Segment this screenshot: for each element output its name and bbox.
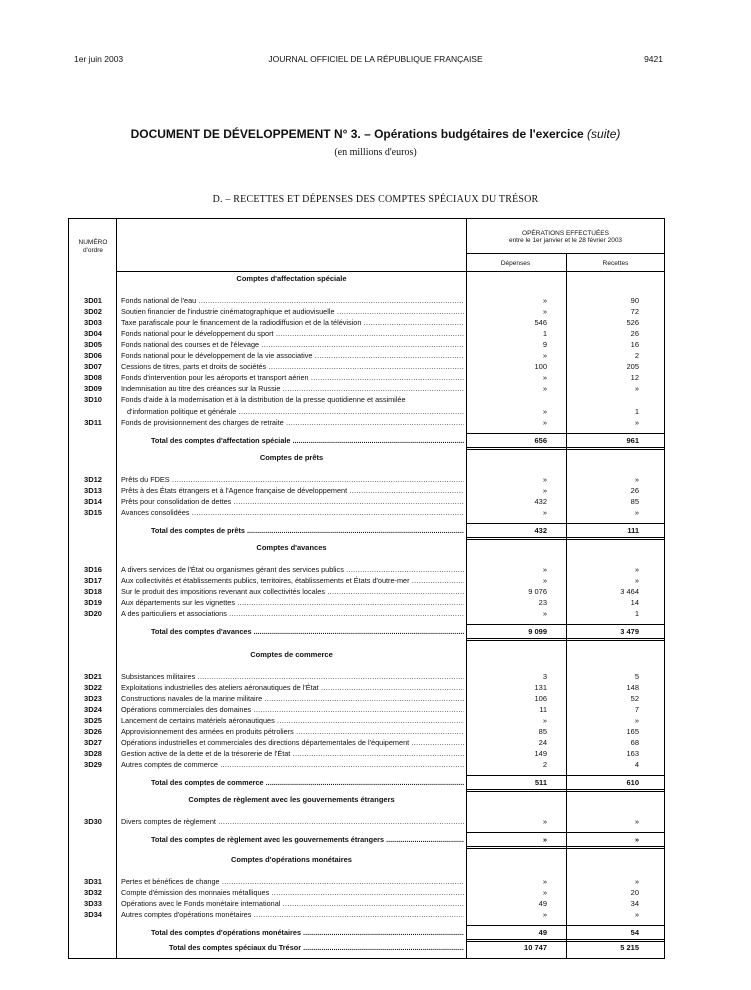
total-recettes: 610	[626, 778, 639, 788]
leader-dots	[335, 307, 464, 316]
account-code: 3D34	[84, 910, 102, 920]
section-title: Comptes de commerce	[250, 650, 333, 659]
header-journal-title: JOURNAL OFFICIEL DE LA RÉPUBLIQUE FRANÇAISE	[268, 54, 483, 64]
leader-dots	[347, 486, 464, 495]
account-label-text: A des particuliers et associations	[121, 609, 227, 619]
grand-total-label	[169, 943, 464, 953]
account-label-text: Opérations industrielles et commerciales des directions départementales de l'équipement	[121, 738, 410, 748]
account-label-text: Subsistances militaires	[121, 672, 196, 681]
leader-dots	[294, 727, 464, 736]
account-label-text: Aux départements sur les vignettes	[121, 598, 235, 608]
account-code: 3D17	[84, 576, 102, 586]
leader-dots	[262, 694, 464, 703]
total-label-text: Total des comptes d'avances	[151, 627, 252, 637]
account-code: 3D03	[84, 318, 102, 328]
account-label	[121, 683, 464, 693]
leader-dots	[361, 318, 464, 327]
account-code: 3D24	[84, 705, 102, 715]
total-depenses: 511	[534, 778, 547, 788]
total-recettes: 111	[627, 526, 639, 536]
depenses-value: 149	[534, 749, 547, 759]
account-label	[121, 565, 464, 575]
account-label-text: Sur le produit des impositions revenant aux collectivités locales	[121, 587, 326, 597]
leader-dots	[275, 716, 464, 725]
account-label	[121, 373, 464, 383]
depenses-value: 1	[542, 329, 547, 339]
section-title: Comptes d'avances	[256, 543, 327, 552]
recettes-value: 85	[630, 497, 639, 507]
depenses-value: »	[542, 716, 547, 726]
account-label-text: Divers comptes de règlement	[121, 817, 216, 826]
account-code: 3D11	[84, 417, 102, 427]
recettes-value: 12	[630, 373, 639, 383]
account-label	[121, 738, 464, 748]
account-label-text: Lancement de certains matériels aéronautiques	[121, 716, 275, 726]
account-label	[121, 318, 464, 328]
account-label	[121, 877, 464, 887]
account-label-text: Fonds d'aide à la modernisation et à la distribution de la presse quotidienne et assimilée	[121, 395, 406, 405]
account-label-text: Opérations commerciales des domaines	[121, 705, 252, 715]
recettes-value: 34	[630, 899, 639, 909]
account-label	[121, 351, 464, 361]
depenses-value: 106	[534, 694, 547, 704]
document-title-suffix: (suite)	[587, 127, 621, 141]
recettes-value: 4	[634, 760, 639, 770]
leader-dots	[284, 418, 464, 427]
account-code: 3D22	[84, 683, 102, 693]
recettes-value: 163	[626, 749, 639, 759]
account-label	[121, 497, 464, 507]
leader-dots	[227, 609, 464, 618]
account-label	[121, 384, 464, 394]
depenses-value: »	[542, 877, 547, 886]
account-label-text: Gestion active de la dette et de la trésorerie de l'État	[121, 749, 291, 759]
account-code: 3D14	[84, 497, 102, 507]
header-depenses: Dépenses	[500, 260, 531, 267]
recettes-value: 5	[634, 672, 639, 681]
depenses-value: »	[542, 508, 547, 518]
depenses-value: 100	[534, 362, 547, 372]
account-code: 3D15	[84, 508, 102, 518]
depenses-value: 9 076	[528, 587, 547, 597]
account-code: 3D19	[84, 598, 102, 608]
depenses-value: »	[542, 486, 547, 496]
account-code: 3D27	[84, 738, 102, 748]
depenses-value: »	[542, 417, 547, 427]
leader-dots	[274, 329, 464, 338]
account-label-text: Exploitations industrielles des ateliers aéronautiques de l'État	[121, 683, 319, 693]
depenses-value: »	[542, 888, 547, 898]
recettes-value: 68	[630, 738, 639, 748]
leader-dots	[264, 778, 464, 787]
leader-dots	[290, 749, 464, 758]
account-label-text: Cessions de titres, parts et droits de sociétés	[121, 362, 267, 372]
total-label-text: Total des comptes de règlement avec les gouvernements étrangers	[151, 835, 385, 845]
recettes-value: 1	[634, 609, 639, 619]
total-label	[151, 436, 464, 446]
account-label	[121, 760, 464, 770]
leader-dots	[259, 340, 464, 349]
depenses-value: »	[542, 384, 547, 394]
account-code: 3D21	[84, 672, 102, 681]
header-page-number: 9421	[644, 54, 663, 64]
leader-dots	[252, 627, 464, 636]
total-label	[151, 928, 464, 938]
recettes-value: »	[634, 576, 639, 586]
account-label	[121, 475, 464, 485]
account-code: 3D16	[84, 565, 102, 574]
account-label-text: Opérations avec le Fonds monétaire international	[121, 899, 281, 909]
header-numero: NUMÉRO	[78, 239, 108, 246]
account-label	[121, 362, 464, 372]
recettes-value: 26	[630, 329, 639, 339]
total-recettes: 54	[630, 928, 639, 938]
depenses-value: 85	[538, 727, 547, 737]
total-recettes: 961	[626, 435, 639, 445]
depenses-value: »	[542, 817, 547, 826]
account-label-cont	[127, 407, 464, 417]
leader-dots	[344, 565, 464, 574]
recettes-value: 72	[630, 307, 639, 317]
document-title	[0, 127, 751, 141]
depenses-value: »	[542, 351, 547, 361]
leader-dots	[251, 910, 464, 919]
account-label-text: Pertes et bénéfices de change	[121, 877, 220, 886]
total-label-text: Total des comptes d'affectation spéciale	[151, 435, 291, 445]
account-label-text: Fonds national pour le développement du sport	[121, 329, 274, 339]
leader-dots	[312, 351, 464, 360]
recettes-value: 16	[630, 340, 639, 350]
account-label-text: Approvisionnement des armées en produits pétroliers	[121, 727, 294, 737]
total-label	[151, 778, 464, 788]
account-label-text: d'information politique et générale	[127, 406, 237, 416]
recettes-value: 526	[626, 318, 639, 328]
account-label-text: Fonds national pour le développement de la vie associative	[121, 351, 313, 361]
header-rule	[116, 271, 665, 272]
recettes-value: 165	[626, 727, 639, 737]
account-label-text: Indemnisation au titre des créances sur la Russie	[121, 384, 281, 394]
account-label	[121, 899, 464, 909]
account-code: 3D18	[84, 587, 102, 597]
account-label	[121, 817, 464, 827]
account-label	[121, 749, 464, 759]
section-heading: D. – RECETTES ET DÉPENSES DES COMPTES SPÉCIAUX DU TRÉSOR	[212, 194, 539, 205]
account-label-text: Prêts pour consolidation de dettes	[121, 497, 232, 507]
account-code: 3D13	[84, 486, 102, 496]
section-title: Comptes d'affectation spéciale	[236, 274, 347, 283]
header-rule	[466, 253, 665, 254]
leader-dots	[220, 877, 464, 886]
account-label-text: Constructions navales de la marine militaire	[121, 694, 263, 704]
account-label	[121, 340, 464, 350]
leader-dots	[235, 598, 464, 607]
total-label-text: Total des comptes de commerce	[151, 778, 264, 788]
account-code: 3D26	[84, 727, 102, 737]
account-code: 3D08	[84, 373, 102, 383]
recettes-value: 205	[626, 362, 639, 372]
recettes-value: »	[634, 475, 639, 484]
leader-dots	[301, 928, 464, 937]
account-code: 3D04	[84, 329, 102, 339]
leader-dots	[409, 738, 464, 747]
recettes-value: 90	[630, 296, 639, 305]
account-label-text: Fonds national des courses et de l'élevage	[121, 340, 260, 350]
account-label	[121, 418, 464, 428]
header-date: 1er juin 2003	[74, 54, 124, 64]
account-label-text: Fonds national de l'eau	[121, 296, 197, 305]
depenses-value: »	[542, 910, 547, 920]
account-code: 3D28	[84, 749, 102, 759]
depenses-value: 432	[534, 497, 547, 507]
total-label	[151, 835, 464, 845]
recettes-value: »	[634, 508, 639, 518]
header-period: entre le 1er janvier et le 28 février 2003	[508, 237, 623, 244]
recettes-value: »	[634, 384, 639, 394]
account-label	[121, 296, 464, 306]
depenses-value: »	[542, 373, 547, 383]
account-code: 3D07	[84, 362, 102, 372]
depenses-value: »	[542, 296, 547, 305]
account-label	[121, 508, 464, 518]
account-label	[121, 672, 464, 682]
depenses-value: 546	[534, 318, 547, 328]
recettes-value: 3 464	[620, 587, 639, 597]
account-label	[121, 486, 464, 496]
depenses-value: 9	[542, 340, 547, 350]
account-code: 3D02	[84, 307, 102, 317]
account-code: 3D01	[84, 296, 102, 305]
total-label-text: Total des comptes de prêts	[151, 526, 245, 536]
depenses-value: »	[542, 609, 547, 619]
recettes-value: 52	[630, 694, 639, 704]
document-unit: (en millions d'euros)	[334, 147, 417, 158]
recettes-value: »	[634, 910, 639, 920]
recettes-value: »	[634, 716, 639, 726]
account-label-text: A divers services de l'État ou organismes gérant des services publics	[121, 565, 344, 574]
leader-dots	[251, 705, 464, 714]
account-code: 3D29	[84, 760, 102, 770]
recettes-value: 26	[630, 486, 639, 496]
account-code: 3D33	[84, 899, 102, 909]
total-depenses: »	[542, 835, 547, 845]
recettes-value: 1	[634, 406, 639, 416]
account-code: 3D32	[84, 888, 102, 898]
leader-dots	[195, 672, 464, 681]
account-label-text: Compte d'émission des monnaies métalliques	[121, 888, 270, 898]
recettes-value: 20	[630, 888, 639, 898]
depenses-value: »	[542, 307, 547, 317]
account-label-text: Aux collectivités et établissements publics, territoires, établissements et États d'outre-mer	[121, 576, 410, 586]
account-code: 3D23	[84, 694, 102, 704]
account-label-text: Prêts à des États étrangers et à l'Agence française de développement	[121, 486, 348, 496]
account-code: 3D20	[84, 609, 102, 619]
account-code: 3D05	[84, 340, 102, 350]
depenses-value: 2	[542, 760, 547, 770]
account-code: 3D06	[84, 351, 102, 361]
leader-dots	[384, 835, 464, 844]
leader-dots	[245, 526, 464, 535]
grand-total-depenses: 10 747	[524, 943, 547, 952]
account-code: 3D09	[84, 384, 102, 394]
depenses-value: 23	[538, 598, 547, 608]
account-code: 3D12	[84, 475, 102, 484]
account-label-text: Fonds de provisionnement des charges de retraite	[121, 417, 284, 427]
account-label	[121, 694, 464, 704]
leader-dots	[266, 362, 464, 371]
total-label	[151, 627, 464, 637]
grand-total-recettes: 5 215	[620, 943, 639, 952]
total-depenses: 9 099	[528, 627, 547, 637]
col-divider	[116, 219, 117, 958]
recettes-value: 14	[630, 598, 639, 608]
total-label-text: Total des comptes d'opérations monétaires	[151, 928, 302, 938]
leader-dots	[319, 683, 464, 692]
account-label	[121, 705, 464, 715]
account-label	[121, 329, 464, 339]
col-divider	[466, 219, 467, 958]
account-label	[121, 395, 464, 405]
recettes-value: »	[634, 565, 639, 574]
recettes-value: 148	[626, 683, 639, 693]
account-label-text: Fonds d'intervention pour les aéroports et transport aérien	[121, 373, 309, 383]
total-recettes: 3 479	[620, 627, 639, 637]
leader-dots	[218, 760, 464, 769]
account-label-text: Autres comptes d'opérations monétaires	[121, 910, 252, 920]
header-ordre: d'ordre	[82, 247, 104, 254]
col-divider	[566, 253, 567, 958]
leader-dots	[410, 576, 464, 585]
depenses-value: 49	[538, 899, 547, 909]
account-label	[121, 307, 464, 317]
leader-dots	[231, 497, 464, 506]
leader-dots	[280, 384, 464, 393]
recettes-value: »	[634, 417, 639, 427]
recettes-value: »	[634, 817, 639, 826]
header-recettes: Recettes	[602, 260, 629, 267]
total-depenses: 49	[538, 928, 547, 938]
account-label-text: Avances consolidées	[121, 508, 190, 518]
account-label-text: Taxe parafiscale pour le financement de la radiodiffusion et de la télévision	[121, 318, 362, 328]
section-title: Comptes de prêts	[259, 453, 324, 462]
leader-dots	[290, 436, 464, 445]
account-label	[121, 587, 464, 597]
header-operations: OPÉRATIONS EFFECTUÉES	[522, 230, 609, 237]
leader-dots	[189, 508, 464, 517]
accounts-table	[68, 218, 665, 959]
account-label	[121, 576, 464, 586]
total-recettes: »	[634, 835, 639, 845]
depenses-value: 11	[539, 705, 547, 715]
leader-dots	[196, 296, 464, 305]
depenses-value: »	[542, 475, 547, 484]
leader-dots	[280, 899, 464, 908]
grand-total-label-text: Total des comptes spéciaux du Trésor	[169, 943, 302, 952]
depenses-value: »	[542, 406, 547, 416]
document-title-text: DOCUMENT DE DÉVELOPPEMENT N° 3. – Opérations budgétaires de l'exercice	[130, 127, 584, 141]
leader-dots	[301, 943, 464, 952]
account-label	[121, 888, 464, 898]
account-code: 3D30	[84, 817, 102, 826]
depenses-value: 24	[538, 738, 547, 748]
recettes-value: »	[634, 877, 639, 886]
leader-dots	[216, 817, 464, 826]
total-depenses: 656	[534, 435, 547, 445]
recettes-value: 2	[634, 351, 639, 361]
account-label-text: Prêts du FDES	[121, 475, 170, 484]
account-label	[121, 910, 464, 920]
account-code: 3D25	[84, 716, 102, 726]
account-label	[121, 727, 464, 737]
leader-dots	[269, 888, 464, 897]
account-label	[121, 598, 464, 608]
leader-dots	[236, 407, 464, 416]
account-label	[121, 609, 464, 619]
total-depenses: 432	[534, 526, 547, 536]
depenses-value: »	[542, 565, 547, 574]
depenses-value: 3	[542, 672, 547, 681]
account-code: 3D10	[84, 395, 102, 405]
leader-dots	[170, 475, 464, 484]
section-title: Comptes d'opérations monétaires	[231, 855, 352, 864]
account-code: 3D31	[84, 877, 102, 886]
total-label	[151, 526, 464, 536]
account-label	[121, 716, 464, 726]
depenses-value: 131	[534, 683, 547, 693]
depenses-value: »	[542, 576, 547, 586]
account-label-text: Autres comptes de commerce	[121, 760, 218, 770]
recettes-value: 7	[634, 705, 639, 715]
leader-dots	[325, 587, 464, 596]
section-title: Comptes de règlement avec les gouvernements étrangers	[188, 795, 395, 804]
account-label-text: Soutien financier de l'industrie cinématographique et audiovisuelle	[121, 307, 335, 317]
leader-dots	[309, 373, 464, 382]
